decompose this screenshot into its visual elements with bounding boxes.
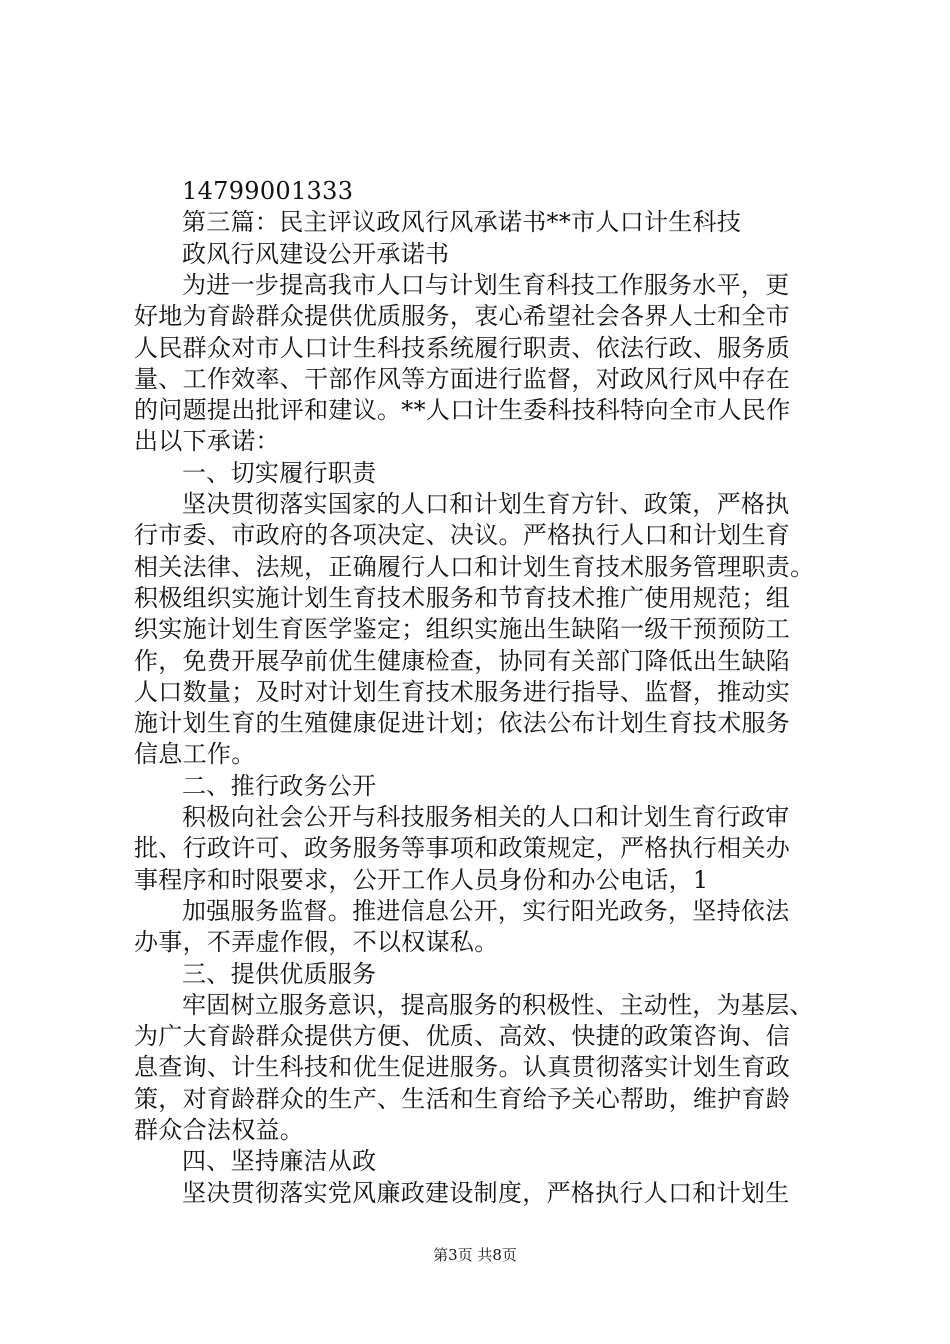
text-line: 为进一步提高我市人口与计划生育科技工作服务水平，更 [182,270,790,299]
text-line: 第三篇：民主评议政风行风承诺书**市人口计生科技 [182,208,742,237]
text-line: 策，对育龄群众的生产、生活和生育给予关心帮助，维护育龄 [134,1084,791,1113]
text-line: 织实施计划生育医学鉴定；组织实施出生缺陷一级干预预防工 [134,615,791,644]
text-line: 坚决贯彻落实国家的人口和计划生育方针、政策，严格执 [182,490,790,518]
text-line: 三、提供优质服务 [182,959,377,988]
text-line: 人民群众对市人口计生科技系统履行职责、依法行政、服务质 [134,333,791,362]
text-line: 群众合法权益。 [134,1116,305,1144]
text-line: 积极组织实施计划生育技术服务和节育技术推广使用规范；组 [134,583,791,612]
text-line: 二、推行政务公开 [182,771,377,800]
text-line: 相关法律、法规，正确履行人口和计划生育技术服务管理职责。 [134,552,815,581]
text-line: 坚决贯彻落实党风廉政建设制度，严格执行人口和计划生 [182,1178,790,1207]
text-line: 事程序和时限要求，公开工作人员身份和办公电话，1 [134,865,709,894]
text-line: 的问题提出批评和建议。**人口计生委科技科特向全市人民作 [134,396,791,425]
text-line: 行市委、市政府的各项决定、决议。严格执行人口和计划生育 [134,521,791,550]
text-line: 加强服务监督。推进信息公开，实行阳光政务，坚持依法 [182,896,790,925]
text-line: 人口数量；及时对计划生育技术服务进行指导、监督，推动实 [134,677,791,706]
text-line: 信息工作。 [134,740,256,769]
text-line: 施计划生育的生殖健康促进计划；依法公布计划生育技术服务 [134,709,791,738]
text-line: 牢固树立服务意识，提高服务的积极性、主动性，为基层、 [182,990,814,1019]
text-line: 政风行风建设公开承诺书 [182,239,450,268]
text-line: 息查询、计生科技和优生促进服务。认真贯彻落实计划生育政 [134,1053,791,1082]
text-line: 批、行政许可、政务服务等事项和政策规定，严格执行相关办 [134,834,791,863]
text-line: 积极向社会公开与科技服务相关的人口和计划生育行政审 [182,803,790,831]
text-line: 一、切实履行职责 [182,458,377,487]
text-line: 14799001333 [182,177,354,205]
text-line: 四、坚持廉洁从政 [182,1147,377,1176]
text-line: 好地为育龄群众提供优质服务，衷心希望社会各界人士和全市 [134,302,791,331]
text-line: 为广大育龄群众提供方便、优质、高效、快捷的政策咨询、信 [134,1022,791,1051]
page-footer: 第3页 共8页 [433,1246,517,1264]
text-line: 量、工作效率、干部作风等方面进行监督，对政风行风中存在 [134,364,791,393]
text-line: 作，免费开展孕前优生健康检查，协同有关部门降低出生缺陷 [134,646,791,675]
text-line: 办事，不弄虚作假，不以权谋私。 [134,928,499,957]
text-line: 出以下承诺： [134,427,280,456]
